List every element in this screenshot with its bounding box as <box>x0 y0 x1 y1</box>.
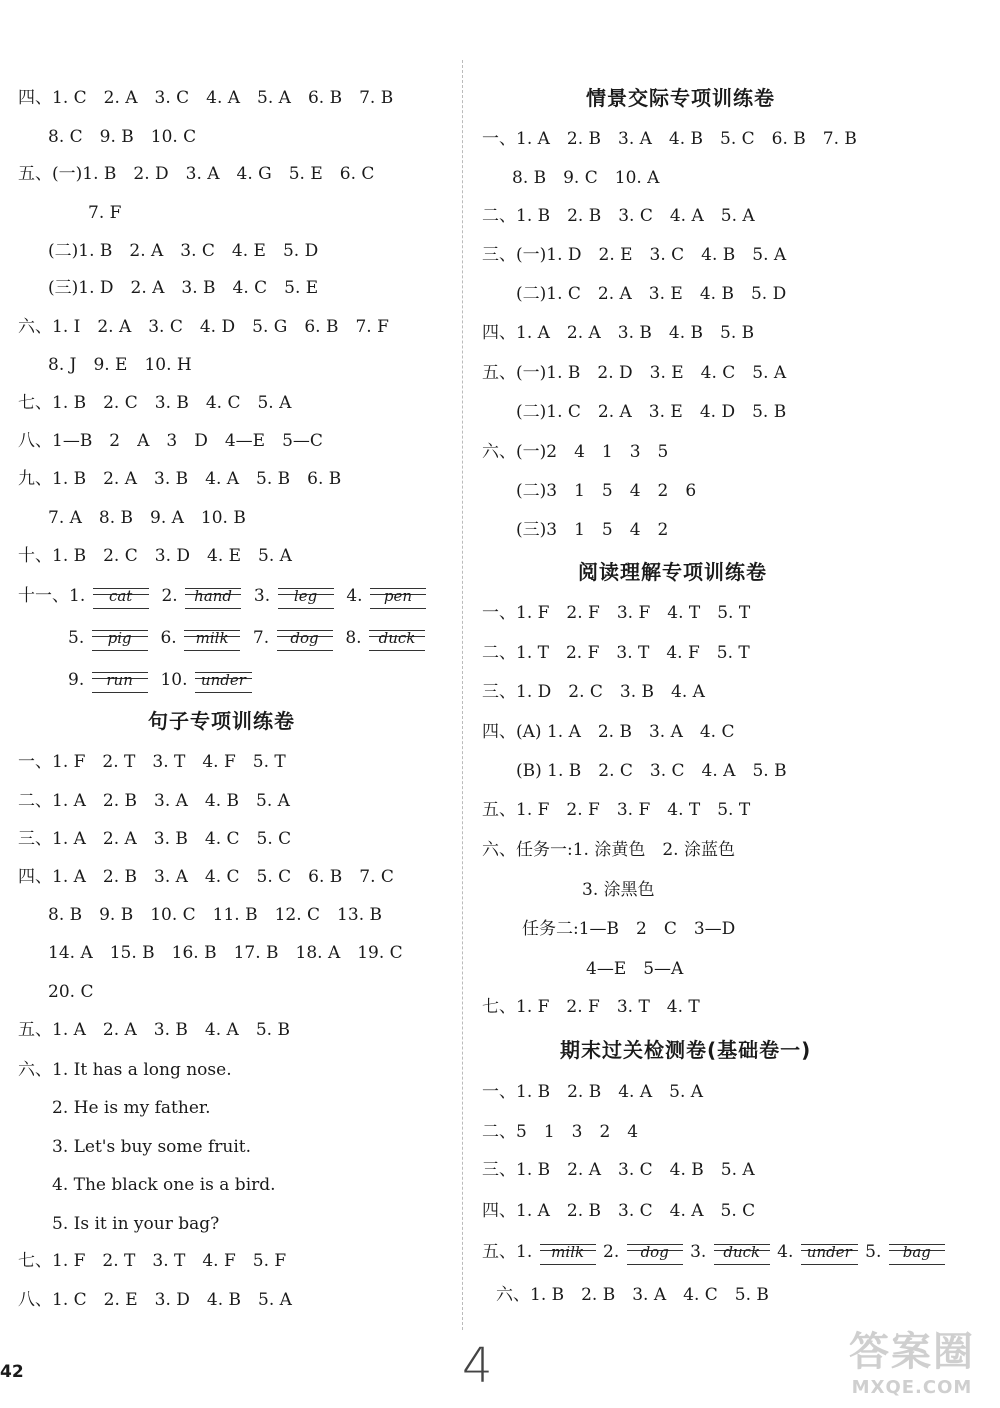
answer-line: 20. C <box>48 982 94 1002</box>
answer-line: (二)3 1 5 4 2 6 <box>516 481 697 501</box>
answer-line: 八、1. C 2. E 3. D 4. B 5. A <box>18 1290 292 1310</box>
item-label: 6. <box>160 628 177 648</box>
answer-line: 四、1. A 2. A 3. B 4. B 5. B <box>482 323 755 343</box>
item-label: 5. <box>865 1242 882 1262</box>
answer-line: 五、(一)1. B 2. D 3. A 4. G 5. E 6. C <box>18 164 375 184</box>
answer-line: 四、1. C 2. A 3. C 4. A 5. A 6. B 7. B <box>18 88 394 108</box>
answer-line: (三)1. D 2. A 3. B 4. C 5. E <box>48 278 319 298</box>
fill-in-row <box>68 626 427 650</box>
answer-line: (B) 1. B 2. C 3. C 4. A 5. B <box>516 761 787 781</box>
item-label: 7. <box>252 628 270 648</box>
handwritten-word: bag <box>889 1240 945 1265</box>
answer-line: 8. C 9. B 10. C <box>48 127 197 147</box>
answer-line: 四、1. A 2. B 3. A 4. C 5. C 6. B 7. C <box>18 867 394 887</box>
section-heading: 期末过关检测卷(基础卷一) <box>560 1038 812 1062</box>
answer-line: 一、1. A 2. B 3. A 4. B 5. C 6. B 7. B <box>482 129 857 149</box>
handwritten-word: under <box>195 668 252 693</box>
item-label: 十一、1. <box>18 586 86 606</box>
handwritten-word: pig <box>92 626 148 651</box>
answer-line: 7. F <box>88 203 122 223</box>
answer-line: 14. A 15. B 16. B 17. B 18. A 19. C <box>48 943 403 963</box>
answer-line: 九、1. B 2. A 3. B 4. A 5. B 6. B <box>18 469 342 489</box>
answer-line: 六、1. B 2. B 3. A 4. C 5. B <box>496 1285 769 1305</box>
answer-line: 六、1. It has a long nose. <box>18 1060 232 1080</box>
answer-line: 十、1. B 2. C 3. D 4. E 5. A <box>18 546 292 566</box>
handwritten-word: milk <box>184 626 240 651</box>
answer-line: 2. He is my father. <box>52 1098 211 1118</box>
handwritten-word: run <box>92 668 148 693</box>
answer-line: 七、1. F 2. T 3. T 4. F 5. F <box>18 1251 287 1271</box>
handwritten-word: under <box>801 1240 858 1265</box>
answer-line: (二)1. C 2. A 3. E 4. B 5. D <box>516 284 787 304</box>
section-heading: 情景交际专项训练卷 <box>586 86 775 110</box>
answer-line: 八、1—B 2 A 3 D 4—E 5—C <box>18 431 323 451</box>
watermark <box>832 1320 992 1400</box>
handwritten-word: hand <box>185 584 241 609</box>
answer-line: 五、1. A 2. A 3. B 4. A 5. B <box>18 1020 290 1040</box>
answer-line: (三)3 1 5 4 2 <box>516 520 669 540</box>
handwritten-word: duck <box>714 1240 770 1265</box>
answer-line: (二)1. C 2. A 3. E 4. D 5. B <box>516 402 787 422</box>
answer-line: 二、1. B 2. B 3. C 4. A 5. A <box>482 206 755 226</box>
answer-line: 四、(A) 1. A 2. B 3. A 4. C <box>482 722 735 742</box>
answer-line: 任务二:1—B 2 C 3—D <box>522 919 736 939</box>
answer-line: 四、1. A 2. B 3. C 4. A 5. C <box>482 1201 756 1221</box>
answer-line: 8. B 9. B 10. C 11. B 12. C 13. B <box>48 905 382 925</box>
answer-line: 七、1. F 2. F 3. T 4. T <box>482 997 700 1017</box>
answer-line: 8. B 9. C 10. A <box>512 168 660 188</box>
answer-line: 七、1. B 2. C 3. B 4. C 5. A <box>18 393 292 413</box>
item-label: 10. <box>160 670 188 690</box>
answer-line: 三、(一)1. D 2. E 3. C 4. B 5. A <box>482 245 787 265</box>
handwritten-word: pen <box>370 584 426 609</box>
handwritten-word: milk <box>540 1240 596 1265</box>
item-label: 8. <box>345 628 362 648</box>
answer-line: 5. Is it in your bag? <box>52 1214 220 1234</box>
answer-line: (二)1. B 2. A 3. C 4. E 5. D <box>48 241 319 261</box>
item-label: 2. <box>161 586 178 606</box>
page-number: 42 <box>0 1362 24 1382</box>
handwritten-word: duck <box>369 626 425 651</box>
handwritten-word: dog <box>277 626 333 651</box>
answer-line: 4—E 5—A <box>586 959 684 979</box>
answer-line: 一、1. F 2. F 3. F 4. T 5. T <box>482 603 751 623</box>
answer-line: 三、1. B 2. A 3. C 4. B 5. A <box>482 1160 755 1180</box>
section-heading: 句子专项训练卷 <box>148 709 295 733</box>
answer-line: 4. The black one is a bird. <box>52 1175 276 1195</box>
fill-in-row <box>18 584 428 608</box>
answer-line: 六、(一)2 4 1 3 5 <box>482 442 669 462</box>
section-heading: 阅读理解专项训练卷 <box>578 560 767 584</box>
watermark-logo: 答案圈 <box>849 1329 975 1375</box>
item-label: 9. <box>68 670 85 690</box>
answer-line: 一、1. F 2. T 3. T 4. F 5. T <box>18 752 286 772</box>
item-label: 2. <box>603 1242 620 1262</box>
handwritten-word: dog <box>627 1240 683 1265</box>
answer-line: 五、1. F 2. F 3. F 4. T 5. T <box>482 800 751 820</box>
item-label: 4. <box>777 1242 794 1262</box>
handwritten-mark: 4 <box>462 1338 493 1394</box>
column-divider <box>462 60 463 1330</box>
answer-line: 8. J 9. E 10. H <box>48 355 192 375</box>
answer-line: 三、1. A 2. A 3. B 4. C 5. C <box>18 829 292 849</box>
item-label: 3. <box>690 1242 707 1262</box>
answer-line: 一、1. B 2. B 4. A 5. A <box>482 1082 704 1102</box>
answer-line: 六、1. I 2. A 3. C 4. D 5. G 6. B 7. F <box>18 317 389 337</box>
handwritten-word: cat <box>93 584 149 609</box>
item-label: 4. <box>346 586 363 606</box>
answer-line: 3. Let's buy some fruit. <box>52 1137 252 1157</box>
answer-line: 六、任务一:1. 涂黄色 2. 涂蓝色 <box>482 840 735 860</box>
answer-line: 五、(一)1. B 2. D 3. E 4. C 5. A <box>482 363 787 383</box>
watermark-url: MXQE.COM <box>851 1377 973 1398</box>
handwritten-word: leg <box>278 584 334 609</box>
answer-line: 二、1. T 2. F 3. T 4. F 5. T <box>482 643 750 663</box>
answer-line: 7. A 8. B 9. A 10. B <box>48 508 246 528</box>
item-label: 5. <box>68 628 85 648</box>
answer-line: 二、5 1 3 2 4 <box>482 1122 639 1142</box>
answer-line: 二、1. A 2. B 3. A 4. B 5. A <box>18 791 290 811</box>
fill-in-row <box>68 668 254 692</box>
fill-in-row <box>482 1240 947 1264</box>
answer-line: 3. 涂黑色 <box>582 880 655 900</box>
item-label: 3. <box>253 586 271 606</box>
item-label: 五、1. <box>482 1242 533 1262</box>
answer-line: 三、1. D 2. C 3. B 4. A <box>482 682 705 702</box>
